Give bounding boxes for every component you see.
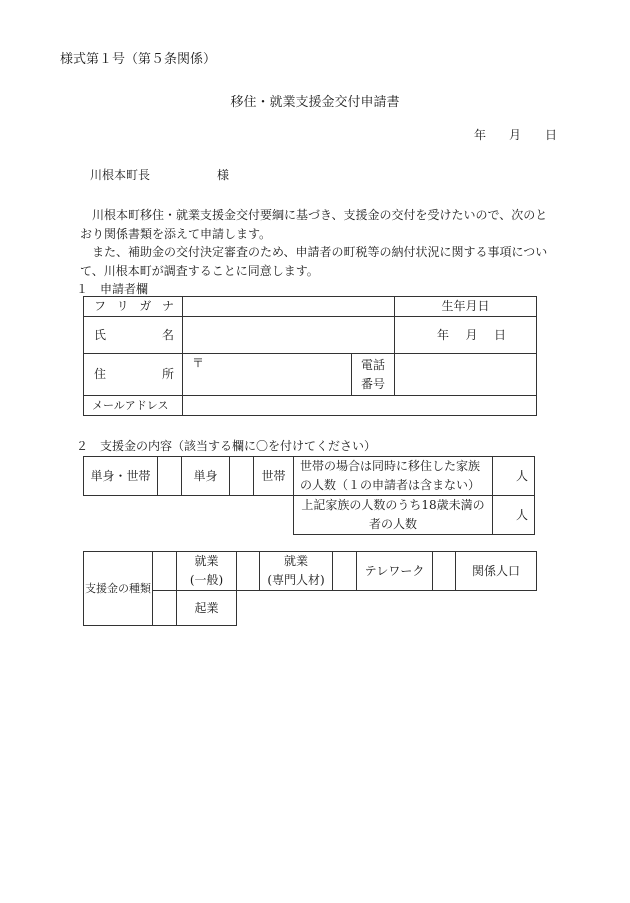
email-label: メールアドレス <box>84 396 183 416</box>
empty-area <box>84 496 294 535</box>
related-mark-cell[interactable] <box>433 552 456 591</box>
phone-label: 電話 番号 <box>352 354 395 396</box>
related-population-label: 関係人口 <box>456 552 537 591</box>
postal-mark: 〒 <box>192 356 205 370</box>
furigana-field[interactable] <box>183 297 395 317</box>
startup-label: 起業 <box>177 591 237 626</box>
specialist-mark-cell[interactable] <box>237 552 260 591</box>
address-field[interactable] <box>183 354 352 396</box>
name-label: 氏 名 <box>84 317 183 354</box>
phone-field[interactable] <box>395 354 537 396</box>
birthdate-field[interactable] <box>395 317 537 354</box>
employment-general: 就業 (一般) <box>177 552 237 591</box>
intro-paragraph-1: 川根本町移住・就業支援金交付要綱に基づき、支援金の交付を受けたいので、次のとおり関係書類を添えて申請します。 <box>80 208 548 241</box>
household-table <box>83 456 535 535</box>
minor-count-field[interactable] <box>493 496 535 535</box>
telework-label: テレワーク <box>357 552 433 591</box>
family-count-field[interactable] <box>493 457 535 496</box>
household-label: 世帯 <box>254 457 294 496</box>
furigana-label: フ リ ガ ナ <box>84 297 183 317</box>
person-unit: 人 <box>515 507 528 522</box>
type-label: 支援金の種類 <box>84 552 153 626</box>
section2-heading: ２ 支援金の内容（該当する欄に〇を付けてください） <box>76 439 377 453</box>
single-label: 単身 <box>182 457 230 496</box>
type-table <box>83 551 537 626</box>
household-mark-cell[interactable] <box>230 457 254 496</box>
general-mark-cell[interactable] <box>153 552 177 591</box>
date-year: 年 <box>474 128 487 142</box>
address-label: 住 所 <box>84 354 183 396</box>
birth-day: 日 <box>493 327 506 342</box>
date-month: 月 <box>509 128 522 142</box>
applicant-table <box>83 296 537 416</box>
telework-mark-cell[interactable] <box>333 552 357 591</box>
minor-count-label: 上記家族の人数のうち18歳未満の 者の人数 <box>294 496 493 535</box>
name-field[interactable] <box>183 317 395 354</box>
page-title <box>0 91 630 110</box>
household-type-label: 単身・世帯 <box>84 457 158 496</box>
addressee-name: 川根本町長 <box>90 168 151 182</box>
section1-heading: １ 申請者欄 <box>76 282 149 296</box>
email-field[interactable] <box>183 396 537 416</box>
startup-mark-cell[interactable] <box>153 591 177 626</box>
employment-specialist: 就業 (専門人材) <box>260 552 333 591</box>
birth-year: 年 <box>437 327 450 342</box>
empty-area <box>237 591 537 626</box>
birth-month: 月 <box>465 327 478 342</box>
date-day: 日 <box>545 128 558 142</box>
person-unit: 人 <box>515 468 528 483</box>
form-number: 様式第１号（第５条関係） <box>60 52 217 67</box>
birthdate-label: 生年月日 <box>395 297 537 317</box>
title-text: 移住・就業支援金交付申請書 <box>230 95 400 110</box>
single-mark-cell[interactable] <box>158 457 182 496</box>
addressee-honorific: 様 <box>217 168 230 182</box>
family-count-label: 世帯の場合は同時に移住した家族 の人数（１の申請者は含まない） <box>294 457 493 496</box>
intro-paragraph-2: また、補助金の交付決定審査のため、申請者の町税等の納付状況に関する事項について、川根本町が調査することに同意します。 <box>80 245 548 278</box>
